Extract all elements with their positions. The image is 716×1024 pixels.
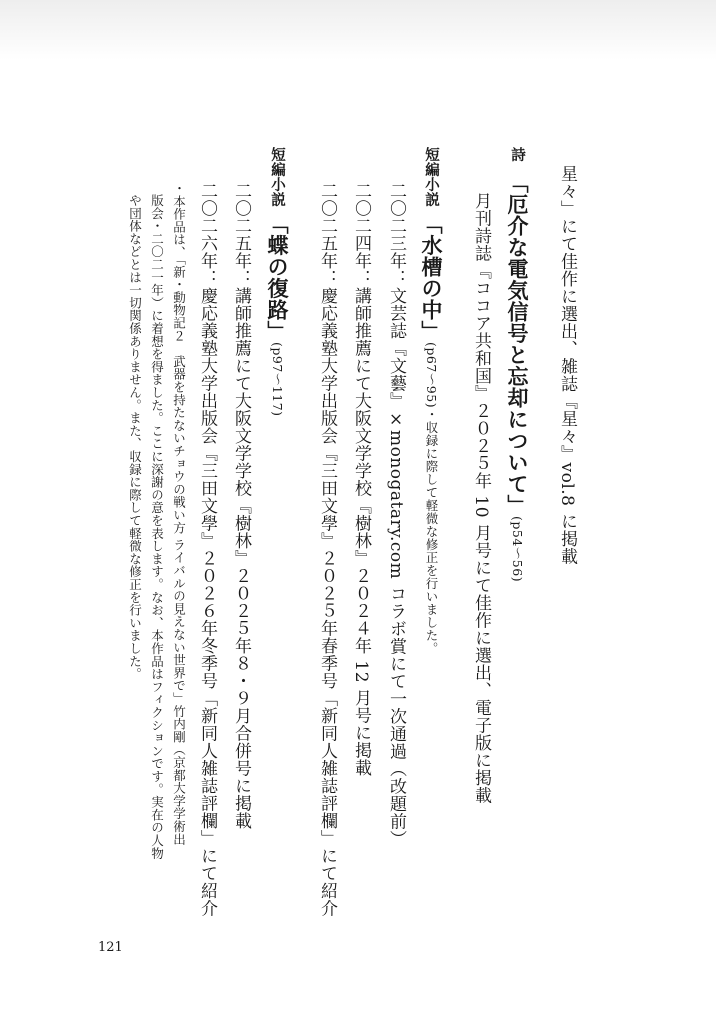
story2-history-1-text: 二〇二五年：講師推薦にて大阪文学学校『樹林』２０２５年８・９月合併号に掲載	[231, 182, 251, 830]
poem-publication: 月刊詩誌『ココア共和国』２０２５年 10 月号にて佳作に選出、電子版に掲載	[471, 192, 491, 804]
note-line-2	[150, 194, 163, 860]
story1-history-1-text: 二〇二三年：文芸誌『文藝』×monogatary.com コラボ賞にて一次通過（改題前）	[386, 182, 406, 848]
story1-history-3-text: 二〇二五年：慶応義塾大学出版会『三田文學』２０２５年春季号「新同人雑誌評欄」にて紹介	[317, 182, 337, 917]
poem-title: 「厄介な電気信号と忘却について」	[505, 172, 529, 516]
intro-line	[558, 165, 575, 565]
poem-heading: 詩	[509, 147, 525, 162]
story2-history-2	[198, 182, 215, 917]
story2-heading: 短編小説	[269, 147, 285, 207]
poem-pages: (p54〜56)	[510, 516, 525, 583]
story2-history-1	[232, 182, 249, 830]
story1-history-1	[387, 182, 404, 848]
note-line-2-text: 版会・二〇二一年）に着想を得ました。ここに深謝の意を表します。なお、本作品はフィクションです。実在の人物	[149, 194, 165, 860]
story1-history-3	[318, 182, 335, 917]
page-number: 121	[98, 940, 123, 955]
story2-title-line	[266, 147, 287, 417]
story1-title-line	[420, 147, 441, 655]
note-line-3-text: や団体などとは一切関係ありません。また、収録に際して軽微な修正を行いました。	[127, 194, 143, 681]
note-line-3	[128, 194, 141, 680]
story1-note: (p67〜95)・収録に際して軽微な修正を行いました。	[424, 342, 439, 656]
poem-publication-line	[472, 192, 489, 804]
note-line-1	[172, 182, 185, 846]
story1-title: 「水槽の中」	[419, 213, 443, 342]
intro-text: 星々」にて佳作に選出、雑誌『星々』vol.8 に掲載	[557, 165, 577, 565]
story2-history-2-text: 二〇二六年：慶応義塾大学出版会『三田文學』２０２６年冬季号「新同人雑誌評欄」にて紹介	[197, 182, 217, 917]
story1-history-2-text: 二〇二四年：講師推薦にて大阪文学学校『樹林』２０２４年 12 月号に掲載	[351, 182, 371, 777]
note-line-1-text: ・本作品は、「新・動物記２ 武器を持たないチョウの戦い方 ライバルの見えない世界で」竹内剛（京都大学学術出	[171, 182, 187, 846]
story2-pages: (p97〜117)	[270, 342, 285, 417]
story2-title: 「蝶の復路」	[265, 213, 289, 342]
story1-history-2	[352, 182, 369, 776]
page-top-shade	[0, 0, 716, 60]
poem-title-line	[506, 147, 527, 582]
story1-heading: 短編小説	[423, 147, 439, 207]
